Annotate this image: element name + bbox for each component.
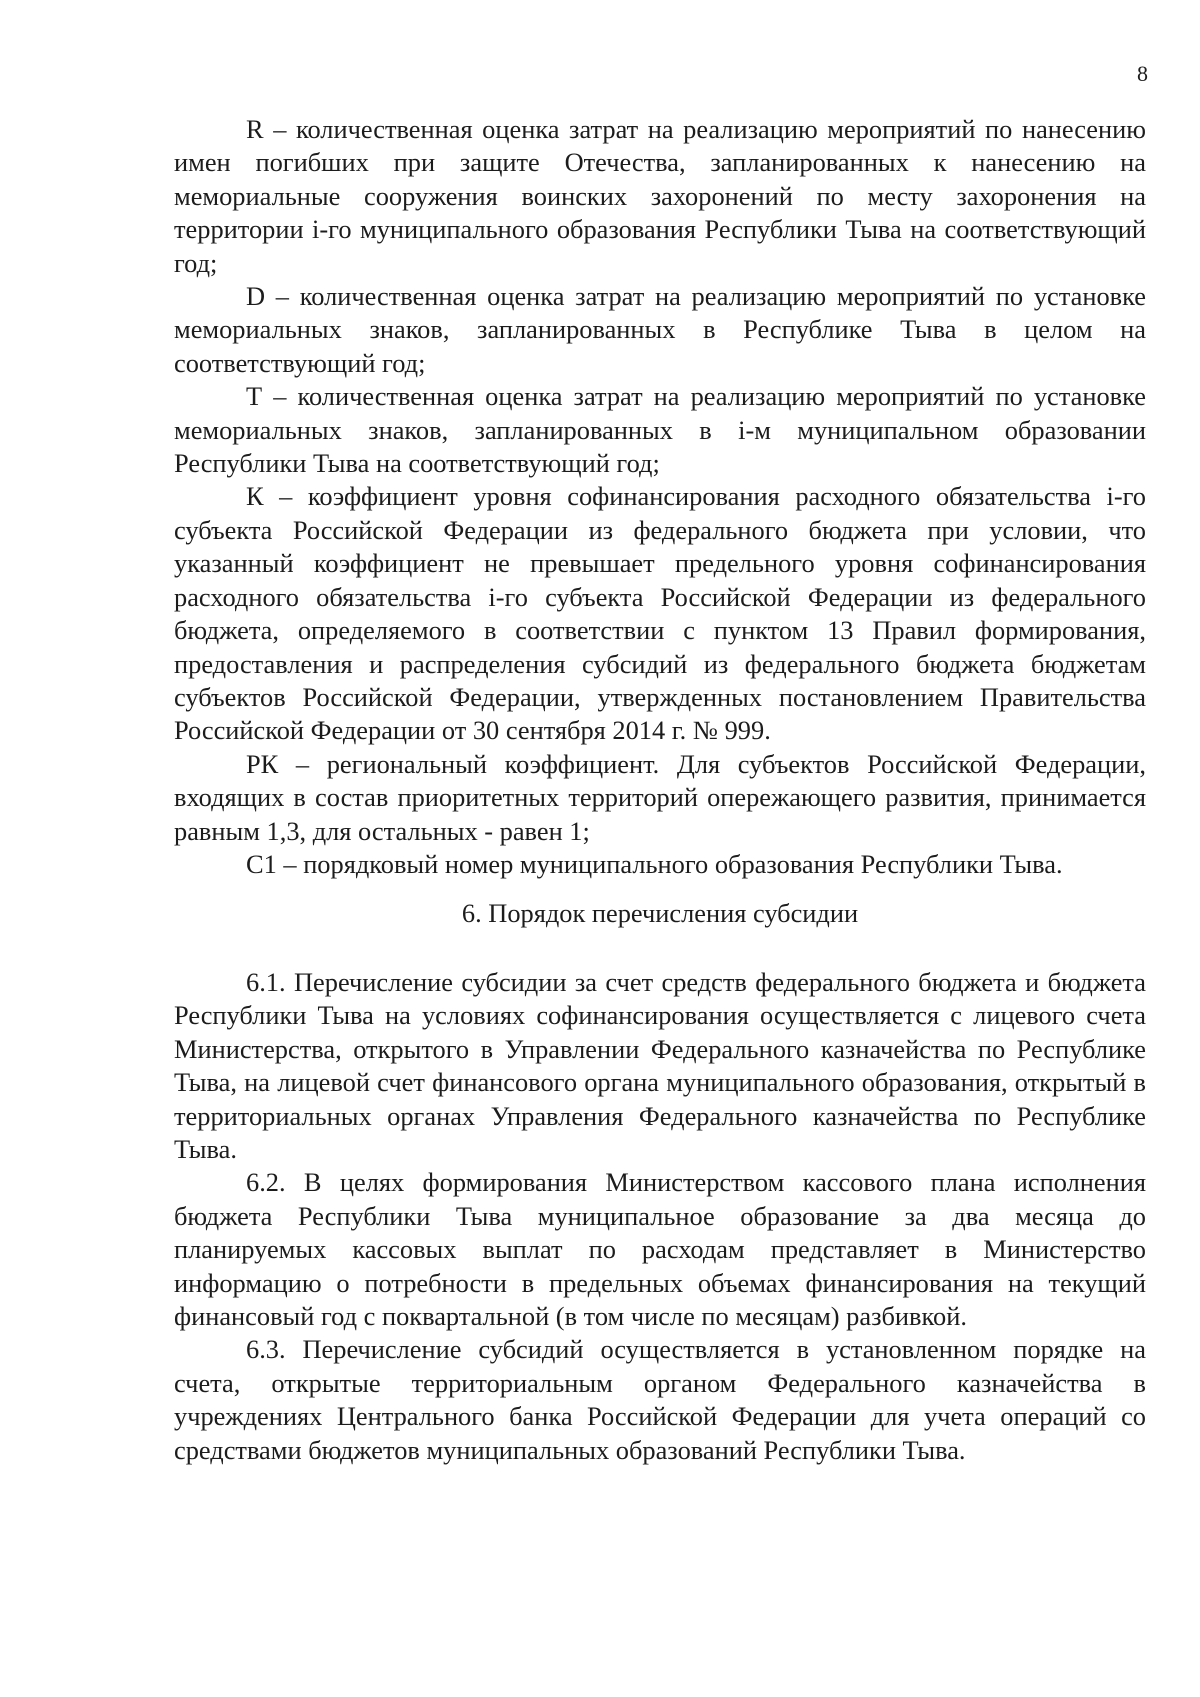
section-body	[174, 966, 1146, 1467]
definition-rk: РК – региональный коэффициент. Для субъектов Российской Федерации, входящих в состав приоритетных территорий опережающего развития, принимается равным 1,3, для остальных - равен 1;	[174, 748, 1146, 846]
section-heading: 6. Порядок перечисления субсидии	[461, 898, 859, 928]
paragraph-6-3: 6.3. Перечисление субсидий осуществляется в установленном порядке на счета, открытые территориальным органом Федерального казначейства в учреждениях Центрального банка Российской Федерации для учета операций со средствами бюджетов муниципальных образований Республики Тыва.	[174, 1334, 1146, 1465]
definition-t: Т – количественная оценка затрат на реализацию мероприятий по установке мемориальных знаков, запланированных в i-м муниципальном образовании Республики Тыва на соответствующий год;	[174, 381, 1146, 479]
page-number: 8	[1137, 61, 1148, 86]
definition-k: К – коэффициент уровня софинансирования расходного обязательства i-го субъекта Российской Федерации из федерального бюджета при условии, что указанный коэффициент не превышает предельного уровня софинансирования расходного обязательства i-го субъекта Российской Федерации из федерального бюджета, определяемого в соответствии с пунктом 13 Правил формирования, предоставления и распределения субсидий из федерального бюджета бюджетам субъектов Российской Федерации, утвержденных постановлением Правительства Российской Федерации от 30 сентября 2014 г. № 999.	[174, 481, 1146, 746]
definition-c1: С1 – порядковый номер муниципального образования Республики Тыва.	[246, 848, 1063, 879]
definition-d: D – количественная оценка затрат на реализацию мероприятий по установке мемориальных знаков, запланированных в Республике Тыва в целом на соответствующий год;	[174, 281, 1146, 378]
definitions-block	[174, 113, 1146, 881]
paragraph-6-1: 6.1. Перечисление субсидии за счет средств федерального бюджета и бюджета Республики Тыва на условиях софинансирования осуществляется с лицевого счета Министерства, открытого в Управлении Федерального казначейства по Республике Тыва, на лицевой счет финансового органа муниципального образования, открытый в территориальных органах Управления Федерального казначейства по Республике Тыва.	[174, 967, 1146, 1165]
definition-r: R – количественная оценка затрат на реализацию мероприятий по нанесению имен погибших при защите Отечества, запланированных к нанесению на мемориальные сооружения воинских захоронений по месту захоронения на территории i-го муниципального образования Республики Тыва на соответствующий год;	[174, 114, 1146, 278]
paragraph-6-2: 6.2. В целях формирования Министерством кассового плана исполнения бюджета Республики Тыва муниципальное образование за два месяца до планируемых кассовых выплат по расходам представляет в Министерство информацию о потребности в предельных объемах финансирования на текущий финансовый год с поквартальной (в том числе по месяцам) разбивкой.	[174, 1167, 1146, 1332]
